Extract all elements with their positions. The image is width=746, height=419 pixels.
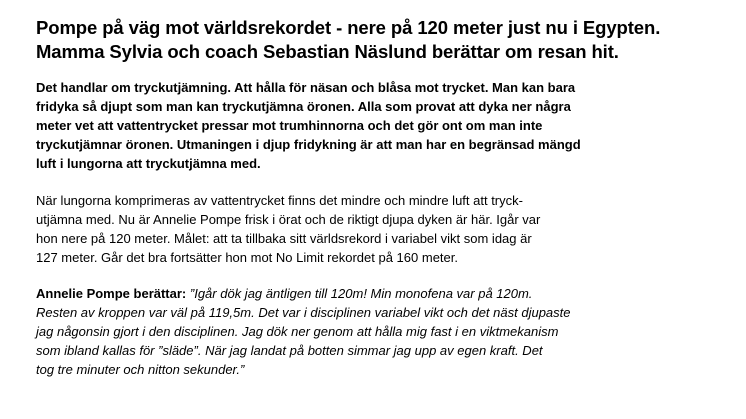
body-paragraph: [36, 191, 736, 267]
body-line: utjämna med. Nu är Annelie Pompe frisk i örat och de riktigt djupa dyken är här. Igår var: [36, 212, 541, 227]
body-line: 127 meter. Går det bra fortsätter hon mot No Limit rekordet på 160 meter.: [36, 250, 458, 265]
article-headline: [36, 16, 736, 64]
quote-line: Resten av kroppen var väl på 119,5m. Det var i disciplinen variabel vikt och det näst djupaste: [36, 305, 571, 320]
body-line: När lungorna komprimeras av vattentrycket finns det mindre och mindre luft att tryck-: [36, 193, 523, 208]
quote-speaker: Annelie Pompe berättar:: [36, 286, 187, 301]
lead-line: luft i lungorna att tryckutjämna med.: [36, 156, 261, 171]
lead-paragraph: [36, 78, 736, 173]
headline-line: Pompe på väg mot världsrekordet - nere på 120 meter just nu i Egypten.: [36, 17, 661, 38]
lead-line: tryckutjämnar öronen. Utmaningen i djup fridykning är att man har en begränsad mängd: [36, 137, 581, 152]
quote-first-line: [36, 284, 736, 303]
article: [36, 16, 736, 379]
lead-line: Det handlar om tryckutjämning. Att hålla för näsan och blåsa mot trycket. Man kan bara: [36, 80, 576, 95]
quote-line: som ibland kallas för ”släde”. När jag landat på botten simmar jag upp av egen kraft. Det: [36, 343, 543, 358]
headline-line: Mamma Sylvia och coach Sebastian Näslund berättar om resan hit.: [36, 41, 619, 62]
quote-paragraph: [36, 284, 736, 379]
quote-text: ”Igår dök jag äntligen till 120m! Min monofena var på 120m.: [189, 286, 533, 301]
body-line: hon nere på 120 meter. Målet: att ta tillbaka sitt världsrekord i variabel vikt som idag är: [36, 231, 532, 246]
quote-line: jag någonsin gjort i den disciplinen. Jag dök ner genom att hålla mig fast i en viktmekanism: [36, 324, 559, 339]
lead-line: fridyka så djupt som man kan tryckutjämna öronen. Alla som provat att dyka ner några: [36, 99, 571, 114]
quote-line: tog tre minuter och nitton sekunder.”: [36, 362, 245, 377]
lead-line: meter vet att vattentrycket pressar mot trumhinnorna och det gör ont om man inte: [36, 118, 543, 133]
